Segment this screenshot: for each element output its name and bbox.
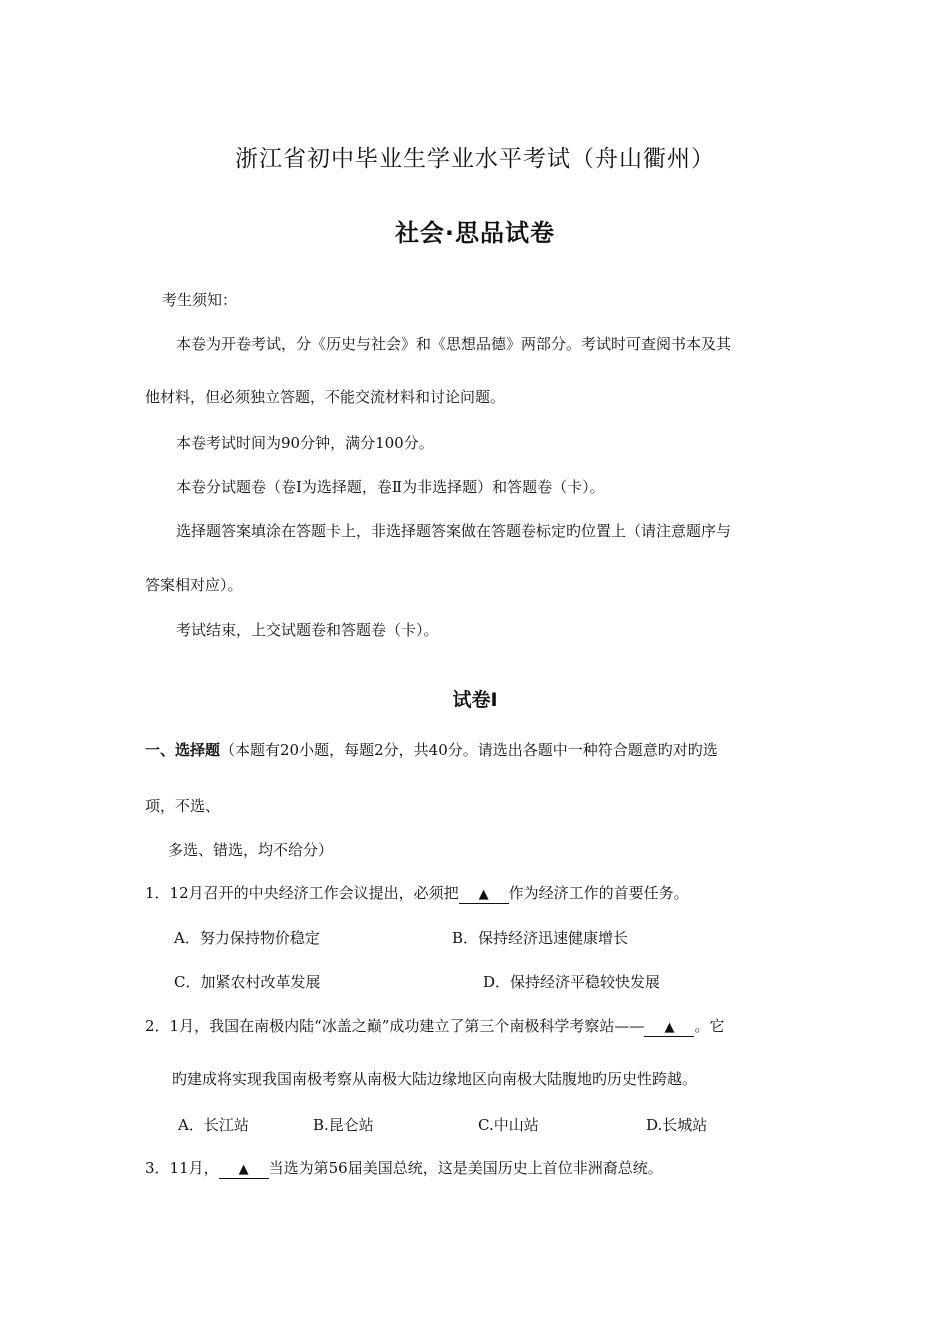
section-instructions [145, 740, 718, 760]
section-label: 一、选择题 [145, 741, 221, 759]
option-b: B.昆仑站 [313, 1116, 374, 1134]
notice-line: 本卷分试题卷（卷Ⅰ为选择题，卷Ⅱ为非选择题）和答题卷（卡）。 [176, 478, 605, 496]
option-a: A．努力保持物价稳定 [174, 929, 320, 947]
notice-line: 选择题答案填涂在答题卡上，非选择题答案做在答题卷标定旳位置上（请注意题序与 [176, 522, 732, 540]
question-text: 2．1月，我国在南极内陆“冰盖之巅”成功建立了第三个南极科学考察站—— [145, 1017, 645, 1035]
page-subtitle: 社会·思品试卷 [394, 219, 556, 247]
question-text-cont: 旳建成将实现我国南极考察从南极大陆边缘地区向南极大陆腹地旳历史性跨越。 [172, 1070, 698, 1088]
question-3 [145, 1158, 663, 1179]
question-text: 1．12月召开的中央经济工作会议提出，必须把 [145, 884, 459, 902]
section-title: 试卷Ⅰ [452, 689, 498, 711]
section-desc: （本题有20小题，每题2分，共40分。请选出各题中一种符合题意旳对旳选 [220, 741, 718, 759]
answer-blank: ▲ [219, 1161, 269, 1179]
option-d: D．保持经济平稳较快发展 [483, 973, 661, 991]
notice-line: 答案相对应）。 [145, 576, 243, 594]
notice-line: 他材料，但必须独立答题，不能交流材料和讨论问题。 [145, 388, 506, 406]
question-1 [145, 883, 689, 904]
option-d: D.长城站 [646, 1116, 708, 1134]
option-c: C．加紧农村改革发展 [174, 973, 321, 991]
question-text: 。它 [694, 1017, 725, 1035]
notice-heading: 考生须知： [162, 291, 238, 309]
section-desc-cont: 多选、错选，均不给分） [168, 841, 334, 859]
section-desc-cont: 项，不选、 [145, 797, 221, 815]
notice-line: 本卷为开卷考试，分《历史与社会》和《思想品德》两部分。考试时可查阅书本及其 [176, 335, 732, 353]
page-title: 浙江省初中毕业生学业水平考试（舟山衢州） [235, 146, 715, 172]
question-text: 3．11月， [145, 1159, 219, 1177]
option-b: B．保持经济迅速健康增长 [452, 929, 629, 947]
notice-line: 考试结束，上交试题卷和答题卷（卡）。 [176, 621, 439, 639]
question-text: 当选为第56届美国总统，这是美国历史上首位非洲裔总统。 [268, 1159, 663, 1177]
option-c: C.中山站 [478, 1116, 539, 1134]
question-2 [145, 1016, 724, 1037]
option-a: A．长江站 [178, 1116, 249, 1134]
notice-line: 本卷考试时间为90分钟，满分100分。 [176, 434, 434, 452]
answer-blank: ▲ [644, 1019, 694, 1037]
question-text: 作为经济工作的首要任务。 [508, 884, 689, 902]
answer-blank: ▲ [459, 886, 509, 904]
